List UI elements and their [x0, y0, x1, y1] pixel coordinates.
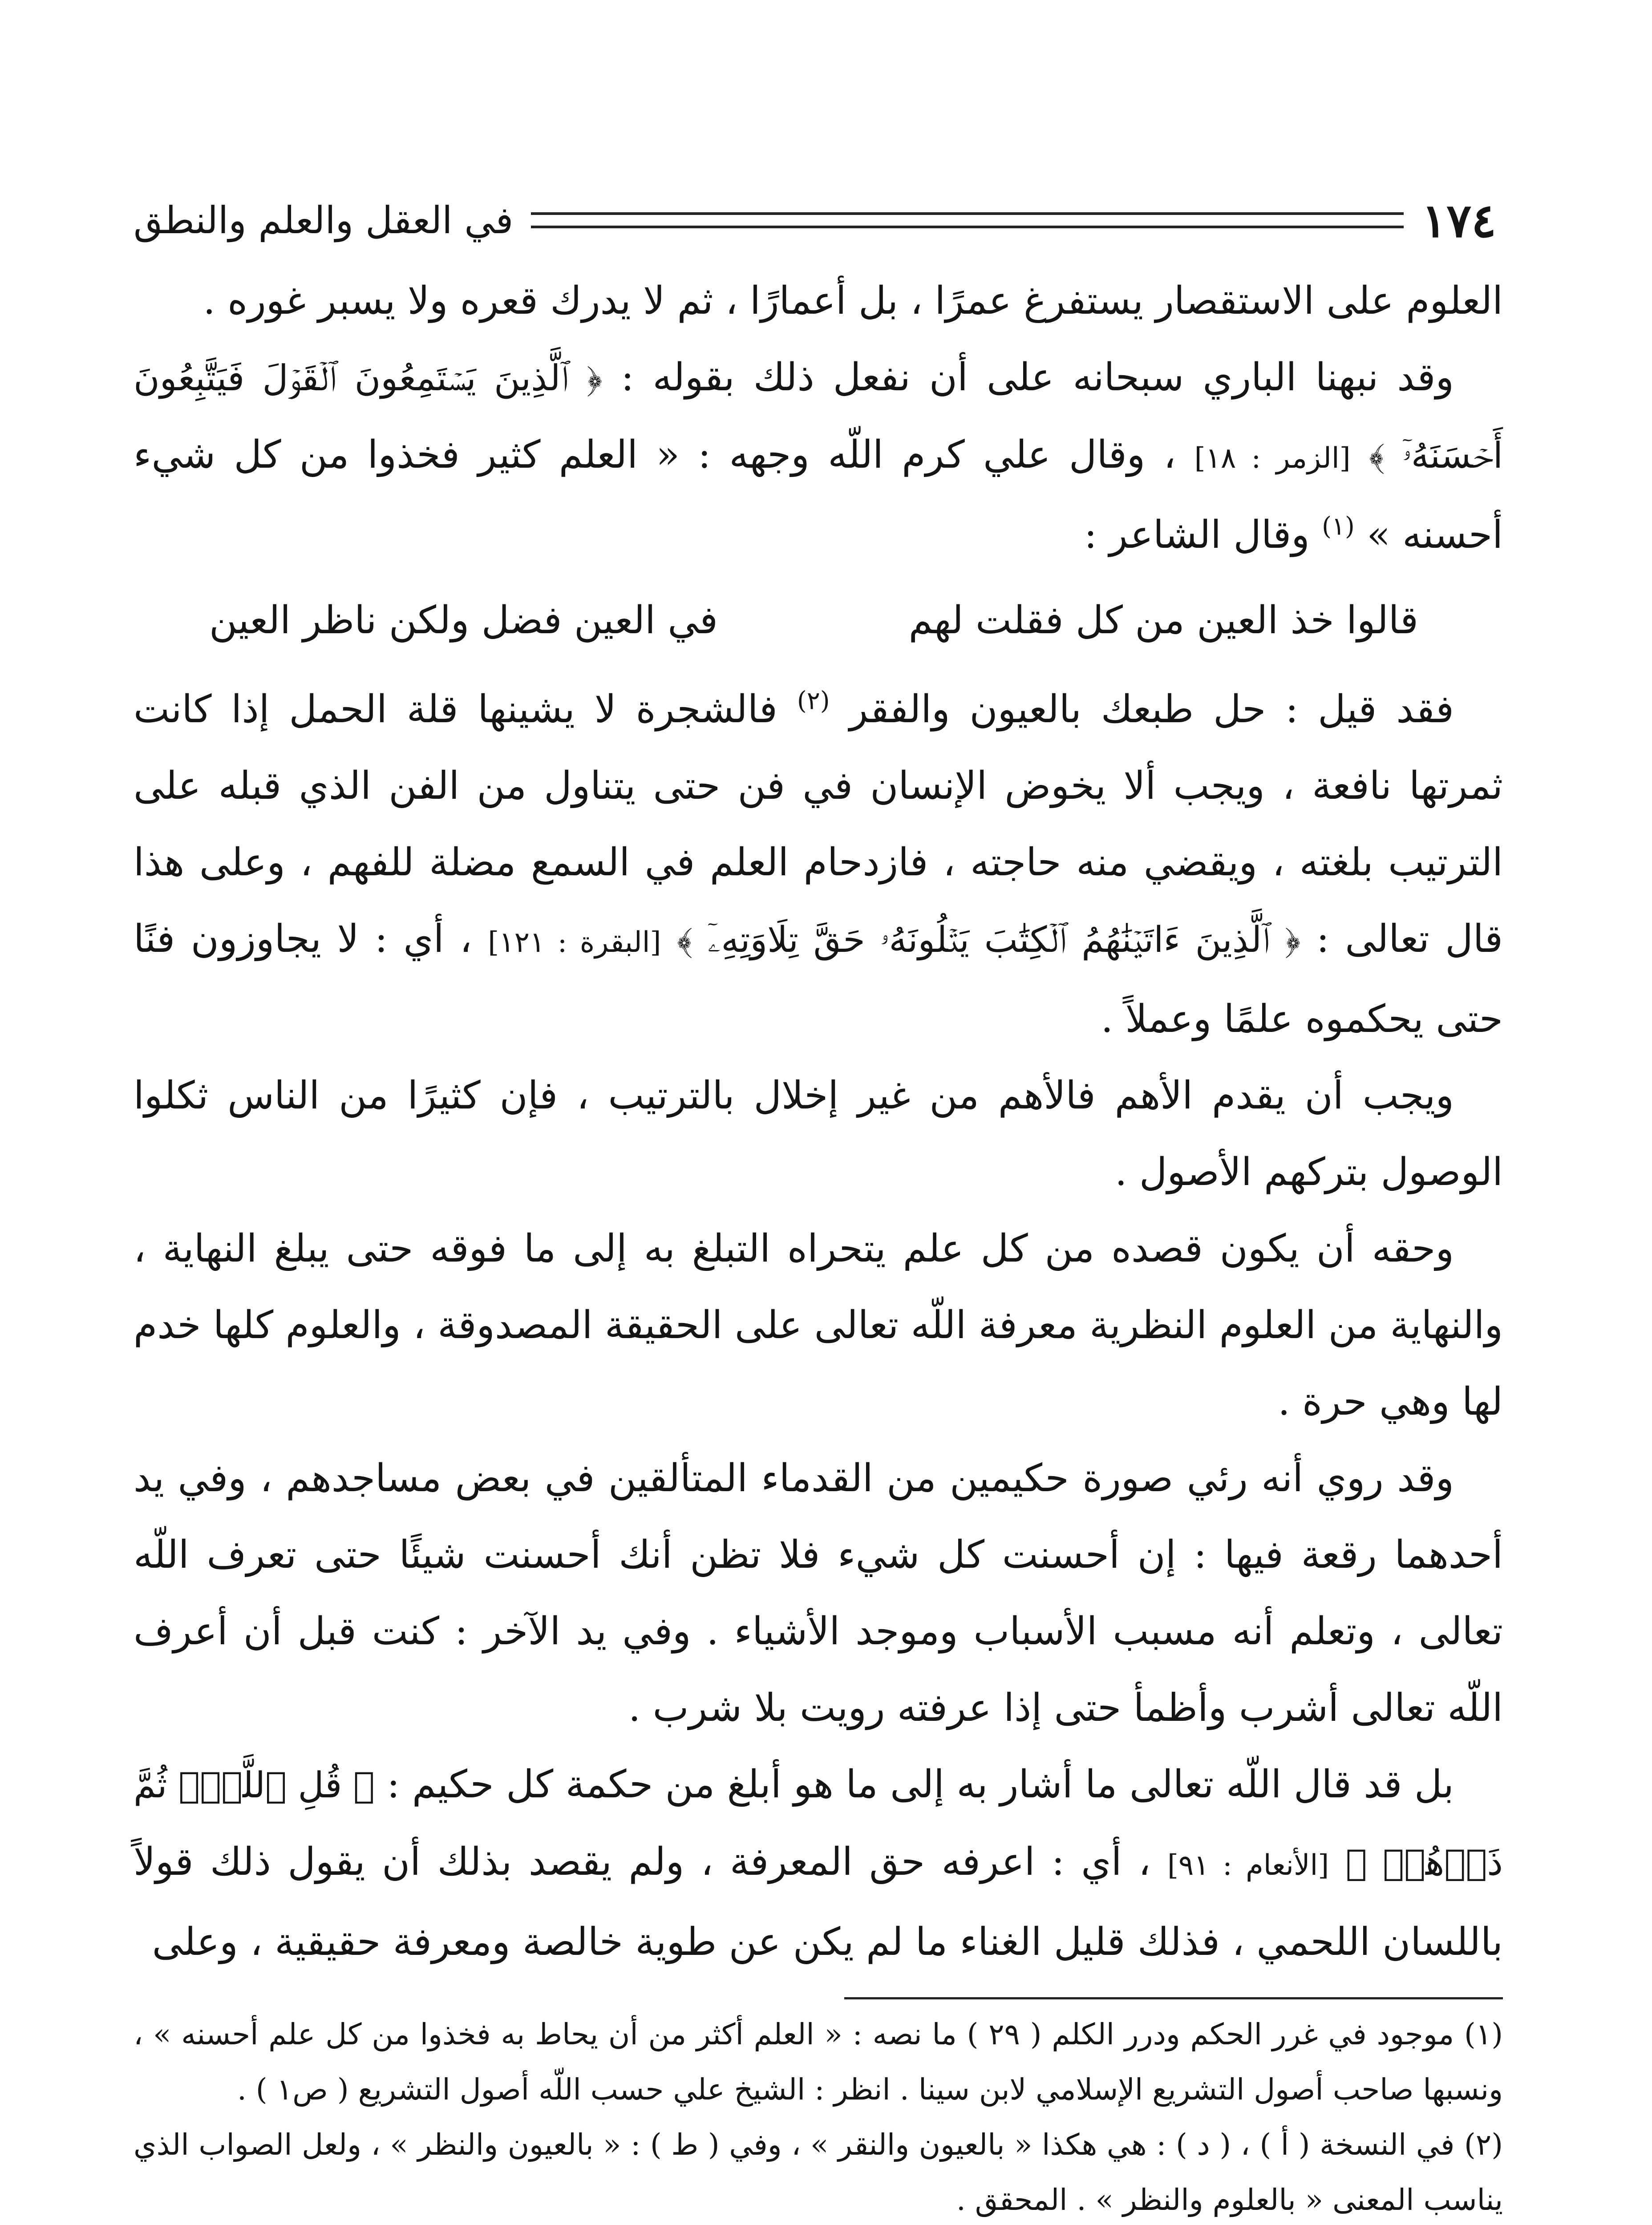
text-run: بل قد قال اللّه تعالى ما أشار به إلى ما هو أبلغ من حكمة كل حكيم :: [374, 1762, 1454, 1807]
text-run: وقال الشاعر :: [1084, 513, 1322, 557]
text-run: فالشجرة لا يشينها قلة الحمل إذا كانت ثمرتها نافعة ، ويجب ألا يخوض الإنسان في فن حتى يتناول من الفن الذي قبله على الترتيب بلغته ، ويقضي منه حاجته ، فازدحام العلم في السمع مضلة للفهم ، وعلى هذا قال تعالى :: [134, 687, 1503, 961]
footnote-marker: (٢): [797, 686, 830, 716]
footnotes: [134, 2007, 1503, 2225]
footnote-1: (١) موجود في غرر الحكم ودرر الكلم ( ٢٩ ) ما نصه : « العلم أكثر من أن يحاط به فخذوا من كل علم أحسنه » ، ونسبها صاحب أصول التشريع الإسلامي لابن سينا . انظر : الشيخ علي حسب اللّه أصول التشريع ( ص١ ) .: [134, 2017, 1503, 2107]
paragraph-6: وقد روي أنه رئي صورة حكيمين من القدماء المتألقين في بعض مساجدهم ، وفي يد أحدهما رقعة فيها : إن أحسنت كل شيء فلا تظن أنك أحسنت شيئًا حتى تعرف اللّه تعالى ، وتعلم أنه مسبب الأسباب وموجد الأشياء . وفي يد الآخر : كنت قبل أن أعرف اللّه تعالى أشرب وأظمأ حتى إذا عرفته رويت بلا شرب .: [134, 1456, 1503, 1730]
text-run: ، وقال علي كرم اللّه وجهه : « العلم كثير فخذوا من كل شيء أحسنه »: [134, 433, 1503, 557]
quran-verse: ﴿ ٱلَّذِينَ يَسۡتَمِعُونَ ٱلۡقَوۡلَ فَيَتَّبِعُونَ أَحۡسَنَهُۥٓ ﴾: [134, 357, 1503, 476]
poetry-verse: [134, 582, 1503, 659]
page-number: ١٧٤: [1421, 193, 1496, 248]
quran-verse: ﴿ ٱلَّذِينَ ءَاتَيۡنَٰهُمُ ٱلۡكِتَٰبَ يَتۡلُونَهُۥ حَقَّ تِلَاوَتِهِۦٓ ﴾: [676, 919, 1301, 960]
verse-second-hemistich: في العين فضل ولكن ناظر العين: [209, 598, 718, 643]
text-run: وقد نبهنا الباري سبحانه على أن نفعل ذلك بقوله :: [602, 355, 1454, 400]
footnote-separator: [844, 1997, 1503, 1999]
running-title: في العقل والعلم والنطق: [134, 198, 514, 242]
paragraph-7: [134, 1746, 1503, 1980]
verse-reference: [الزمر : ١٨]: [1194, 442, 1351, 475]
verse-reference: [الأنعام : ٩١]: [1167, 1849, 1329, 1882]
paragraph-2: [134, 339, 1503, 573]
paragraph-1: العلوم على الاستقصار يستفرغ عمرًا ، بل أعمارًا ، ثم لا يدرك قعره ولا يسبر غوره .: [203, 279, 1503, 323]
text-run: ، أي : اعرفه حق المعرفة ، ولم يقصد بذلك أن يقول ذلك قولاً باللسان اللحمي ، فذلك قليل الغناء ما لم يكن عن طوية خالصة ومعرفة حقيقية ، وعلى: [134, 1840, 1503, 1964]
paragraph-3: [134, 671, 1503, 1057]
page-header: [134, 191, 1496, 249]
footnote-marker: (١): [1322, 512, 1355, 541]
quran-verse: ﴿ قُلِ ٱللَّهُۖ ثُمَّ ذَرۡهُمۡ ﴾: [134, 1764, 1503, 1883]
footnote-2: (٢) في النسخة ( أ ) ، ( د ) : هي هكذا « بالعيون والنقر » ، وفي ( ط ) : « بالعيون والنظر » ، ولعل الصواب الذي يناسب المعنى « بالعلوم والنظر » . المحقق .: [134, 2128, 1503, 2217]
text-run: ، أي : لا يجاوزون فنًا حتى يحكموه علمًا وعملاً .: [134, 917, 1503, 1041]
paragraph-5: وحقه أن يكون قصده من كل علم يتحراه التبلغ به إلى ما فوقه حتى يبلغ النهاية ، والنهاية من العلوم النظرية معرفة اللّه تعالى على الحقيقة المصدوقة ، والعلوم كلها خدم لها وهي حرة .: [134, 1226, 1503, 1424]
header-double-rule: [531, 212, 1404, 228]
text-run: فقد قيل : حل طبعك بالعيون والفقر: [830, 687, 1454, 732]
paragraph-4: ويجب أن يقدم الأهم فالأهم من غير إخلال بالترتيب ، فإن كثيرًا من الناس ثكلوا الوصول بتركهم الأصول .: [134, 1073, 1503, 1194]
main-text: [134, 263, 1503, 1980]
verse-first-hemistich: قالوا خذ العين من كل فقلت لهم: [908, 598, 1418, 643]
verse-reference: [البقرة : ١٢١]: [488, 926, 661, 959]
